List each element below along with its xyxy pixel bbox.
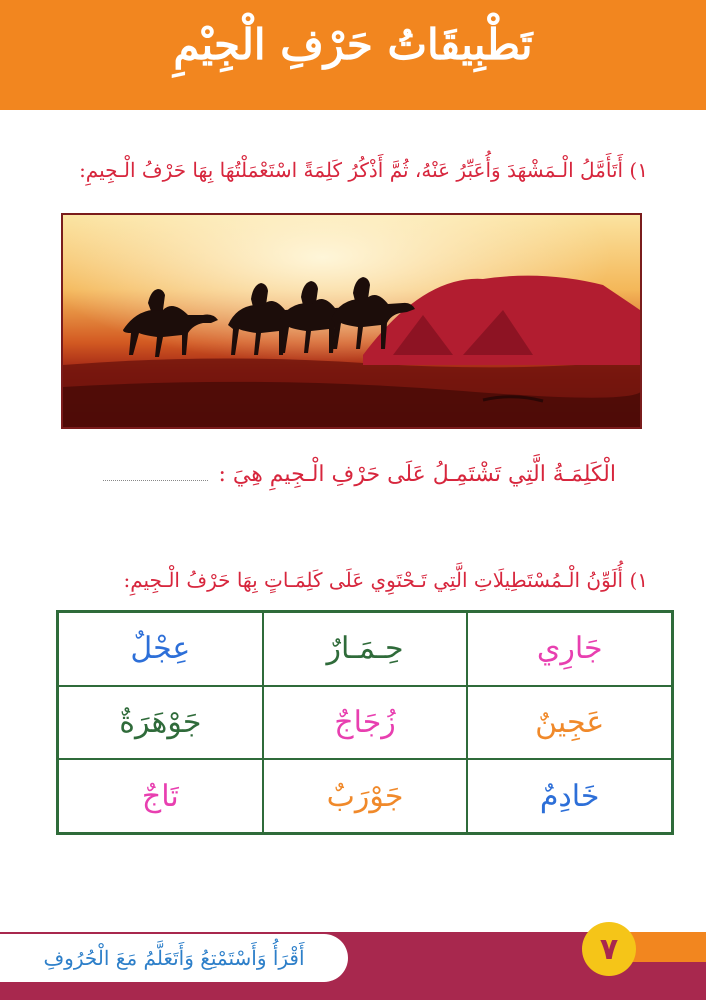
page-number-badge xyxy=(582,922,636,976)
word-cell[interactable]: زُجَاجٌ xyxy=(263,686,468,760)
word-grid xyxy=(56,610,674,835)
page-number: ٧ xyxy=(599,931,619,967)
page-title: تَطْبِيقَاتُ حَرْفِ الْجِيْمِ xyxy=(173,20,533,69)
word-cell[interactable]: خَادِمٌ xyxy=(467,759,672,833)
word-cell[interactable]: جَارِي xyxy=(467,612,672,686)
word-cell[interactable]: عَجِينٌ xyxy=(467,686,672,760)
question-2: ١) أُلَوِّنُ الْـمُسْتَطِيلَاتِ الَّتِي تَـحْتَوِي عَلَى كَلِمَـاتٍ بِهَا حَرْفُ الْـجِيمِ: xyxy=(123,568,648,592)
footer-slogan: أَقْرَأُ وَأَسْتَمْتِعُ وَأَتَعَلَّمُ مَعَ الْحُرُوفِ xyxy=(43,946,305,970)
footer-slogan-box xyxy=(0,932,350,984)
word-cell[interactable]: جَوْرَبٌ xyxy=(263,759,468,833)
answer-line xyxy=(103,462,616,487)
desert-caravan-image xyxy=(61,213,642,429)
page-header xyxy=(0,0,706,110)
answer-field[interactable] xyxy=(103,462,208,481)
question-1: ١) أَتَأَمَّلُ الْـمَشْهَدَ وَأُعَبِّرُ عَنْهُ، ثُمَّ أَذْكُرُ كَلِمَةً اسْتَعْمَلْتُهَا بِهَا حَرْفُ الْـجِيمِ: xyxy=(79,158,648,182)
word-cell[interactable]: تَاجٌ xyxy=(58,759,263,833)
word-cell[interactable]: حِـمَـارٌ xyxy=(263,612,468,686)
word-cell[interactable]: جَوْهَرَةٌ xyxy=(58,686,263,760)
word-cell[interactable]: عِجْلٌ xyxy=(58,612,263,686)
answer-label: الْكَلِمَـةُ الَّتِي تَشْتَمِـلُ عَلَى حَرْفِ الْـجِيمِ هِيَ : xyxy=(218,462,616,487)
